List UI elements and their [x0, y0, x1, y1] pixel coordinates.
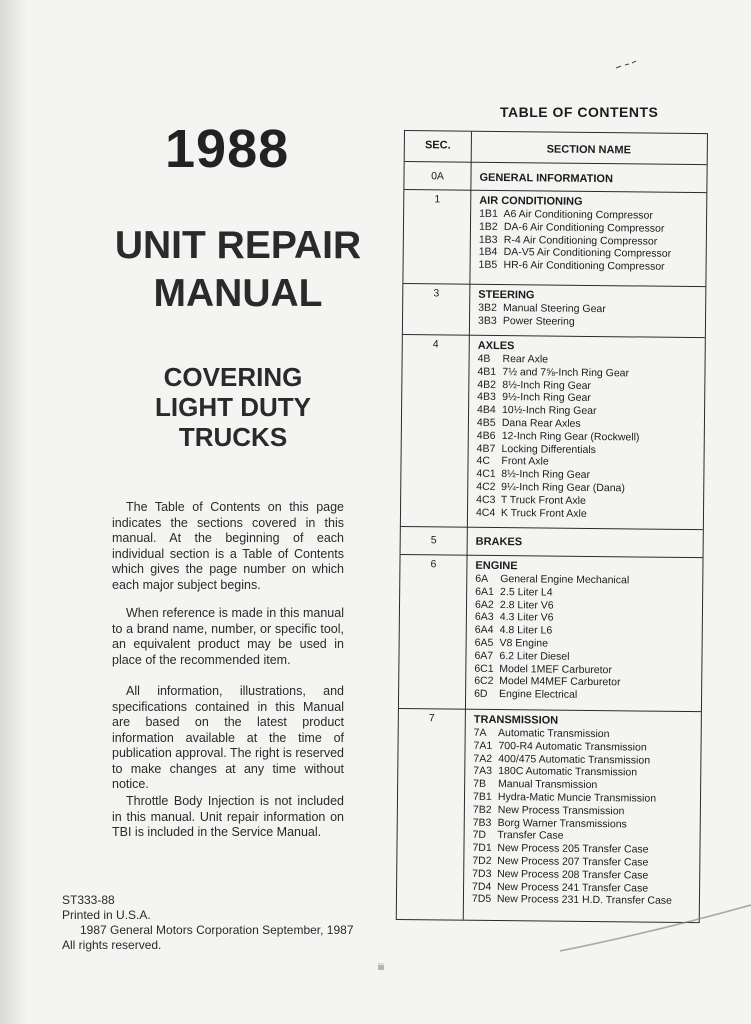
- subsection-name: 8½-Inch Ring Gear: [501, 468, 591, 482]
- subsection-name: V8 Engine: [499, 637, 549, 650]
- toc-section-row: [397, 708, 701, 924]
- toc-section-row: [403, 189, 706, 287]
- subsection-name: Dana Rear Axles: [501, 417, 581, 430]
- toc-section-row: [401, 334, 705, 530]
- subsection-name: K Truck Front Axle: [500, 506, 587, 520]
- section-name-column-header: SECTION NAME: [546, 143, 632, 157]
- subsection-name: 6.2 Liter Diesel: [499, 649, 570, 663]
- page-number: iii: [378, 962, 384, 972]
- subsection-name: Front Axle: [501, 455, 549, 468]
- subsection-name: New Process Transmission: [497, 803, 625, 818]
- subsection-name: Automatic Transmission: [497, 727, 610, 741]
- section-title: AXLES: [477, 339, 515, 353]
- subsection-name: Transfer Case: [497, 829, 564, 843]
- subsection-code: 6A5: [474, 636, 494, 649]
- section-number: 5: [430, 534, 437, 547]
- subsection-name: New Process 241 Transfer Case: [496, 880, 649, 895]
- section-title: STEERING: [478, 288, 535, 302]
- subsection-item: [474, 688, 697, 703]
- subsection-name: Locking Differentials: [501, 442, 597, 456]
- manual-title-line: UNIT REPAIR: [114, 224, 362, 267]
- manual-subtitle: [108, 362, 358, 452]
- section-title: BRAKES: [475, 535, 523, 549]
- publication-footer: [62, 893, 354, 953]
- section-number: 7: [428, 712, 435, 725]
- subsection-code: 7A2: [473, 752, 493, 765]
- subsection-code: 7B2: [472, 803, 492, 816]
- subsection-code: 7B3: [472, 816, 492, 829]
- subsection-code: 7D3: [472, 867, 492, 880]
- subsection-name: Engine Electrical: [498, 688, 578, 702]
- subsection-code: 4B6: [476, 429, 496, 442]
- subsection-code: 1B2: [478, 220, 498, 233]
- tbi-paragraph: [112, 794, 344, 841]
- subsection-name: Borg Warner Transmissions: [497, 816, 627, 830]
- subsection-code: 4C2: [476, 480, 496, 493]
- subsection-code: 3B2: [478, 301, 497, 314]
- subsection-code: 4C1: [476, 467, 496, 481]
- subsection-name: New Process 205 Transfer Case: [497, 842, 649, 856]
- toc-section-row: [401, 526, 703, 558]
- section-title: GENERAL INFORMATION: [479, 171, 613, 186]
- subsection-code: 4B7: [476, 442, 496, 455]
- section-number: 4: [432, 338, 439, 351]
- section-title: AIR CONDITIONING: [479, 194, 583, 208]
- sec-column-header: SEC.: [424, 139, 451, 152]
- subsection-name: New Process 207 Transfer Case: [497, 854, 649, 869]
- subsection-code: 6C1: [474, 662, 494, 675]
- rights-line: All rights reserved.: [62, 938, 162, 952]
- toc-section-row: [403, 283, 706, 338]
- toc-heading: TABLE OF CONTENTS: [500, 104, 659, 120]
- subsection-name: DA-V5 Air Conditioning Compressor: [503, 246, 672, 261]
- subsection-code: 7A: [473, 726, 487, 739]
- intro-paragraph: [112, 500, 344, 593]
- toc-table: [396, 130, 708, 923]
- subsection-name: 400/475 Automatic Transmission: [498, 752, 651, 767]
- subsection-code: 6A: [475, 572, 489, 585]
- toc-header-row: [405, 131, 707, 165]
- section-content: [472, 713, 697, 908]
- subsection-name: 8½-Inch Ring Gear: [502, 378, 592, 392]
- section-content: [478, 288, 701, 330]
- subsection-code: 1B1: [479, 207, 498, 220]
- subsection-name: 180C Automatic Transmission: [498, 765, 638, 779]
- toc-section-row: [404, 161, 706, 193]
- section-title: TRANSMISSION: [473, 713, 559, 727]
- subsection-name: General Engine Mechanical: [500, 573, 630, 587]
- subsection-code: 6C2: [474, 675, 494, 688]
- subsection-name: 9½-Inch Ring Gear: [502, 391, 591, 405]
- subsection-name: 9¼-Inch Ring Gear (Dana): [501, 481, 625, 495]
- subsection-code: 7D2: [472, 854, 492, 867]
- subsection-code: 7B: [473, 777, 487, 791]
- subsection-name: 4.8 Liter L6: [499, 624, 553, 637]
- subsection-code: 4C: [476, 455, 491, 468]
- subsection-name: A6 Air Conditioning Compressor: [503, 208, 653, 222]
- subsection-code: 4B: [477, 352, 491, 365]
- subsection-code: 4B5: [476, 416, 496, 429]
- reference-paragraph: [112, 606, 344, 668]
- paragraph-text: Throttle Body Injection is not included in this manual. Unit repair information on TBI is included in the Service Manual.: [112, 794, 344, 839]
- subsection-name: Hydra-Matic Muncie Transmission: [497, 791, 657, 805]
- subsection-code: 4C4: [475, 506, 496, 519]
- subsection-code: 6A3: [474, 611, 494, 624]
- subsection-name: 700-R4 Automatic Transmission: [498, 739, 647, 754]
- section-number: 0A: [431, 170, 445, 183]
- manual-title: [88, 222, 388, 318]
- manual-year: 1988: [165, 119, 290, 179]
- subsection-code: 6A2: [474, 598, 494, 611]
- section-content: [479, 194, 703, 274]
- subsection-code: 4C3: [476, 493, 496, 506]
- manual-subtitle-line: TRUCKS: [178, 422, 288, 452]
- subsection-code: 1B4: [478, 246, 498, 259]
- subsection-code: 7A1: [473, 739, 493, 752]
- manual-subtitle-line: LIGHT DUTY: [155, 392, 311, 422]
- subsection-name: Model 1MEF Carburetor: [499, 662, 612, 676]
- subsection-code: 1B5: [478, 258, 498, 272]
- section-number: 6: [430, 558, 437, 571]
- subsection-code: 7A3: [473, 765, 493, 778]
- subsection-code: 1B3: [478, 233, 498, 246]
- subsection-item: [478, 315, 701, 330]
- section-number: 3: [433, 287, 440, 300]
- subsection-item: [479, 259, 702, 274]
- subsection-code: 6D: [474, 687, 488, 701]
- subsection-code: 7B1: [472, 790, 492, 803]
- subsection-code: 4B3: [477, 391, 496, 404]
- subsection-name: New Process 208 Transfer Case: [497, 867, 649, 882]
- subsection-code: 7D5: [471, 893, 492, 906]
- subsection-code: 7D: [472, 829, 487, 842]
- section-content: [476, 535, 699, 551]
- subsection-name: 2.8 Liter V6: [499, 598, 554, 612]
- section-content: [476, 339, 701, 522]
- subsection-name: T Truck Front Axle: [500, 493, 586, 507]
- subsection-code: 6A1: [475, 585, 494, 598]
- subsection-name: 7½ and 7⅝-Inch Ring Gear: [502, 365, 630, 380]
- page-edge-shadow: [0, 0, 28, 1024]
- subsection-name: New Process 231 H.D. Transfer Case: [496, 893, 673, 908]
- paragraph-text: When reference is made in this manual to a brand name, number, or specific tool, an equivalent product may be used in place of the recommended item.: [112, 606, 344, 667]
- section-number: 1: [434, 193, 441, 206]
- printed-location: Printed in U.S.A.: [62, 908, 151, 922]
- subsection-code: 4B1: [477, 365, 497, 378]
- section-content: [474, 559, 698, 703]
- subsection-name: DA-6 Air Conditioning Compressor: [503, 220, 665, 235]
- subsection-code: 6A4: [474, 623, 494, 637]
- manual-subtitle-line: COVERING: [163, 362, 303, 392]
- subsection-code: 6A7: [474, 649, 494, 662]
- disclaimer-paragraph: [112, 684, 344, 793]
- subsection-name: Power Steering: [502, 314, 575, 328]
- subsection-name: HR-6 Air Conditioning Compressor: [503, 259, 665, 273]
- subsection-code: 7D4: [472, 880, 492, 893]
- toc-section-row: [399, 554, 703, 712]
- subsection-name: Manual Transmission: [498, 778, 598, 792]
- section-content: [479, 171, 702, 187]
- pen-mark: [615, 60, 637, 70]
- subsection-name: Rear Axle: [502, 353, 549, 366]
- paragraph-text: The Table of Contents on this page indicates the sections covered in this manual. At the beginning of each individual section is a Table of Contents which gives the page number on which each major subject begins.: [112, 500, 344, 592]
- subsection-name: R-4 Air Conditioning Compressor: [503, 233, 658, 248]
- subsection-code: 4B2: [477, 378, 497, 391]
- section-title: ENGINE: [475, 559, 518, 573]
- manual-title-line: MANUAL: [153, 272, 323, 315]
- subsection-name: 4.3 Liter V6: [499, 611, 554, 624]
- publication-code: ST333-88: [62, 893, 115, 907]
- subsection-name: 2.5 Liter L4: [500, 585, 553, 599]
- subsection-name: Manual Steering Gear: [503, 302, 606, 316]
- subsection-name: Model M4MEF Carburetor: [499, 675, 621, 689]
- copyright-line: 1987 General Motors Corporation September, 1987: [80, 923, 354, 937]
- subsection-name: 10½-Inch Ring Gear: [501, 404, 597, 418]
- paragraph-text: All information, illustrations, and specifications contained in this Manual are based on the latest product information available at the time of publication approval. The right is reserved to make changes at any time without notice.: [112, 684, 344, 791]
- subsection-item: [476, 506, 699, 521]
- subsection-name: 12-Inch Ring Gear (Rockwell): [501, 429, 640, 444]
- subsection-code: 7D1: [472, 841, 492, 855]
- subsection-code: 4B4: [477, 403, 496, 417]
- subsection-code: 3B3: [477, 314, 497, 327]
- scan-streak: [560, 903, 751, 953]
